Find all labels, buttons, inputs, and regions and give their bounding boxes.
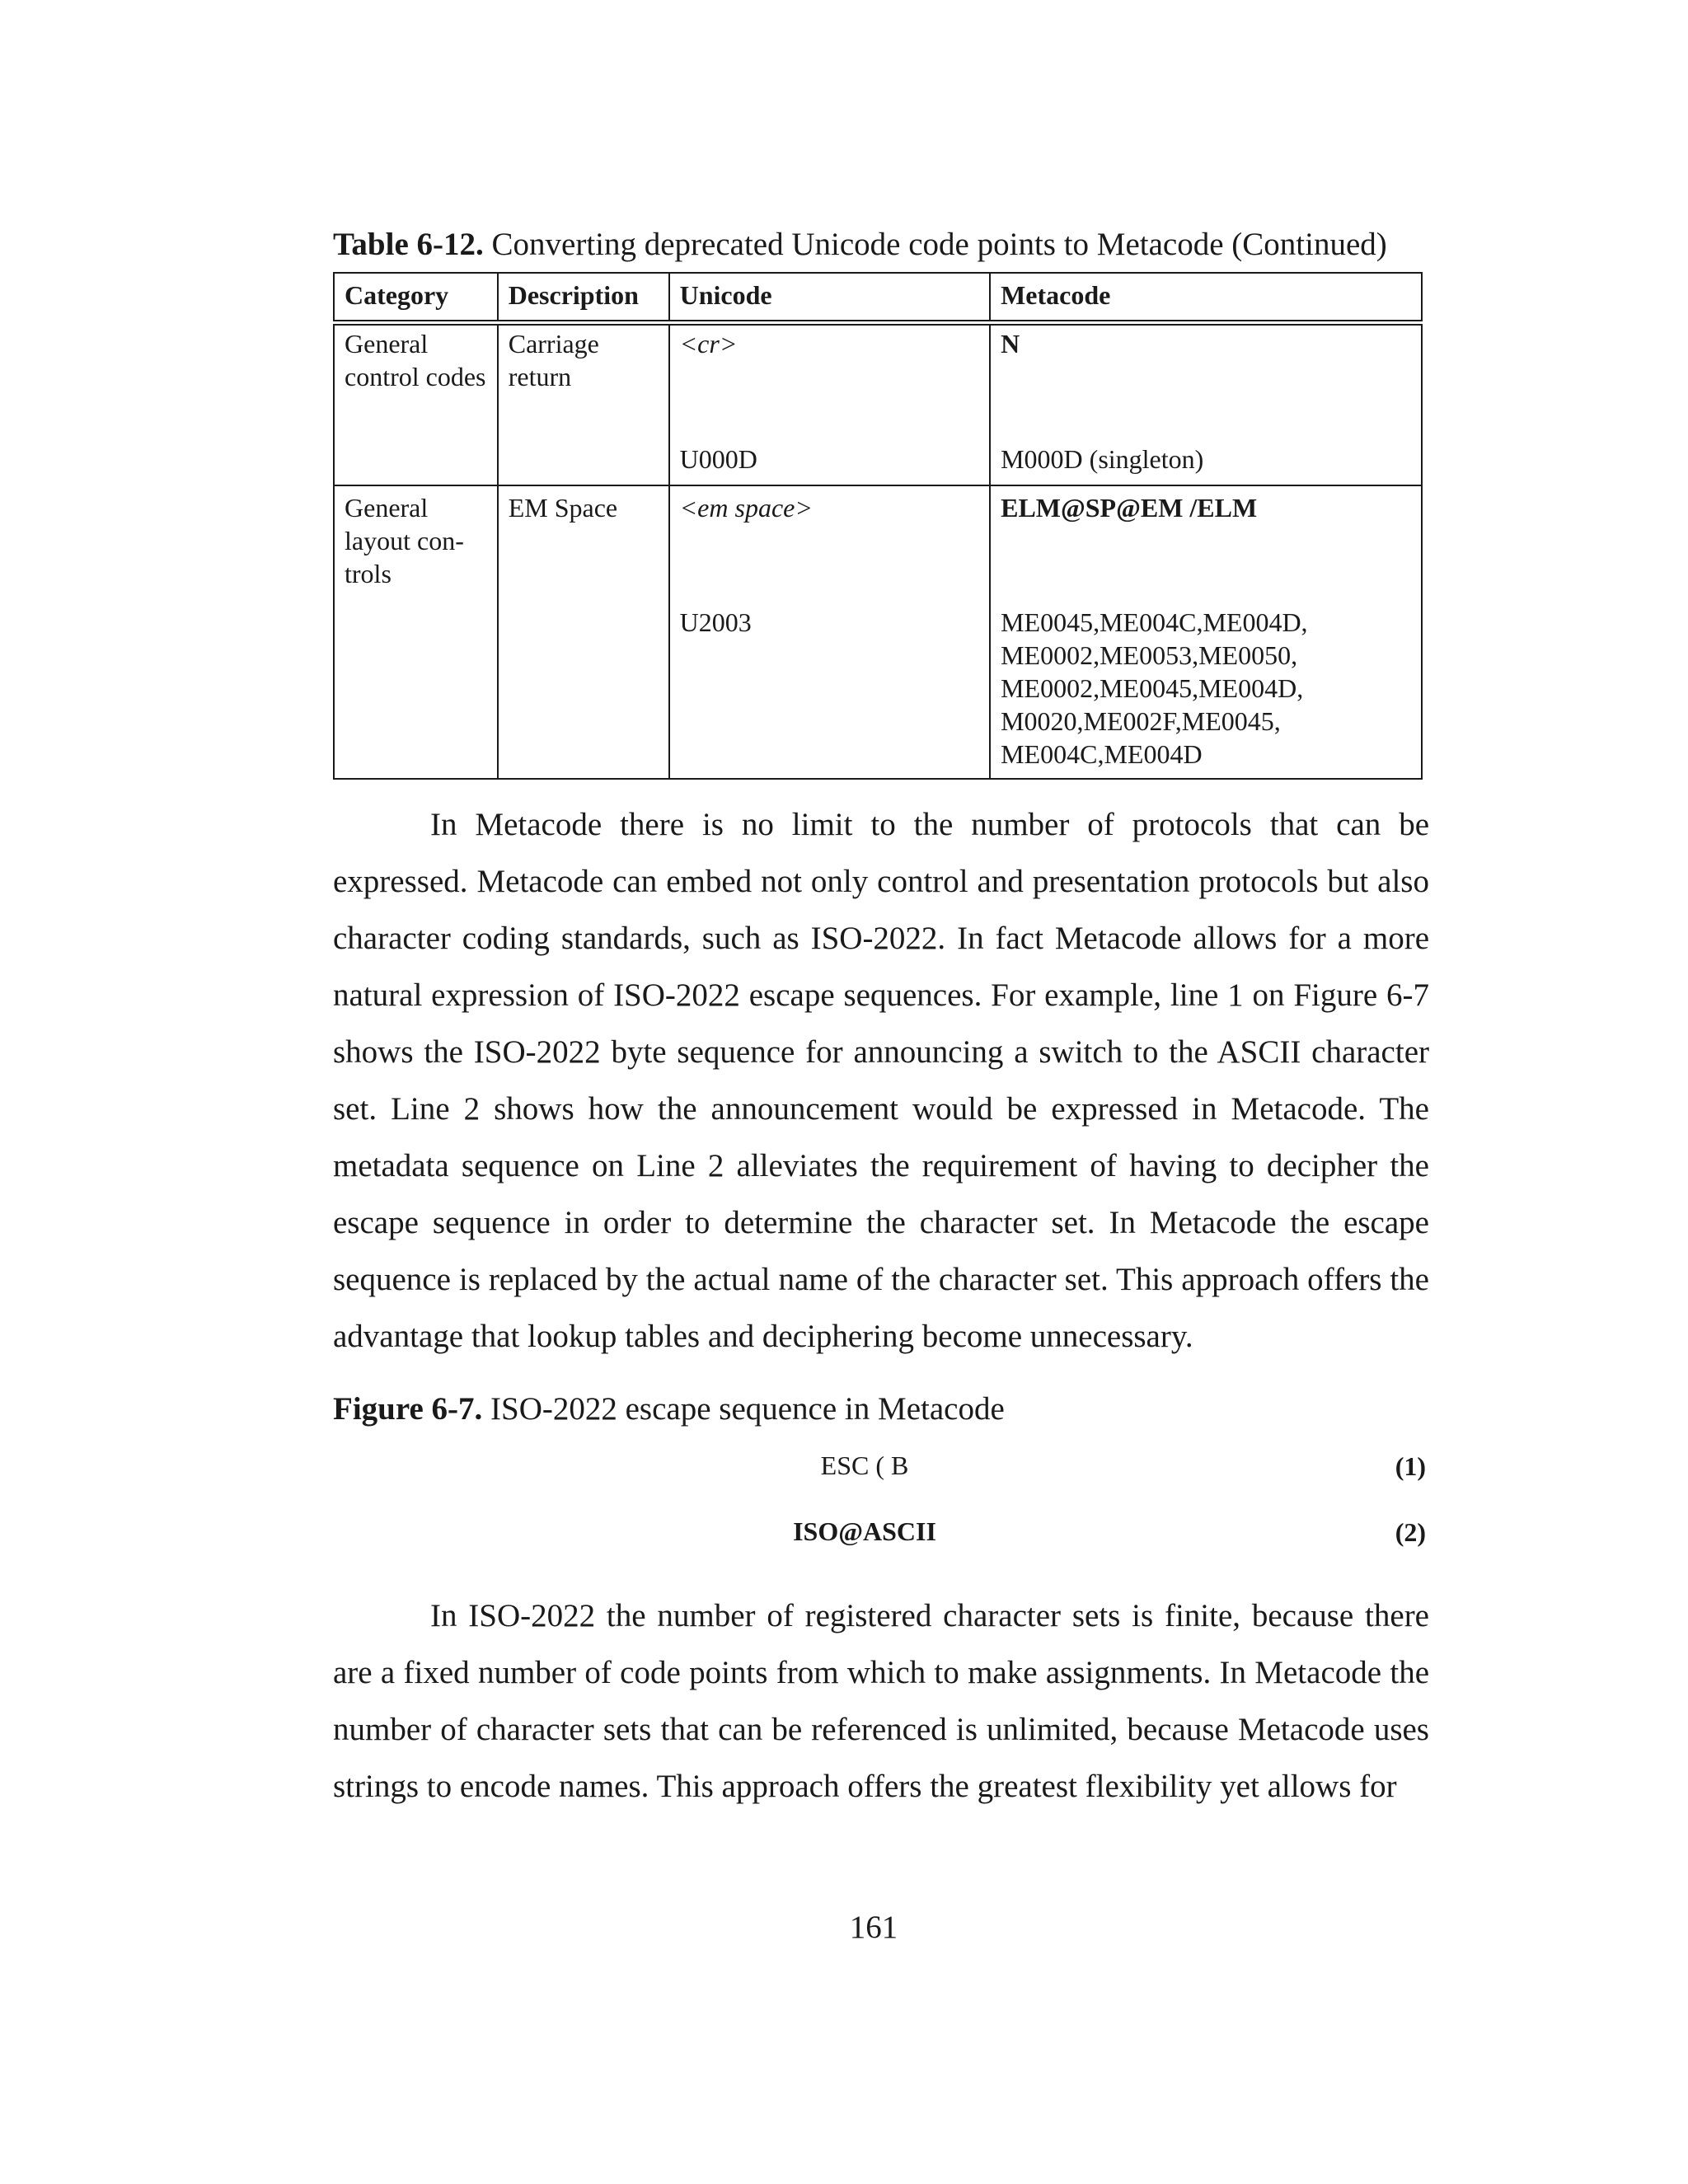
cell-unicode-glyph: <em space> <box>669 485 991 601</box>
header-category: Category <box>334 273 498 322</box>
paragraph-text: In ISO-2022 the number of registered character sets is finite, because there are a fixed number of code points from which to make assignments. In Metacode the number of character sets that can be referenced is unlimited, because Metacode uses strings to encode names. This approach offers the greatest flexibility yet allows for <box>333 1598 1429 1804</box>
table-caption-text: Converting deprecated Unicode code points to Metacode (Continued) <box>483 227 1387 262</box>
figure-line-2-number: (2) <box>1395 1517 1426 1547</box>
figure-caption-text: ISO-2022 escape sequence in Metacode <box>482 1391 1005 1427</box>
cell-metacode-code: ME0045,ME004C,ME004D, ME0002,ME0053,ME0050, ME0002,ME0045,ME004D, M0020,ME002F,ME0045, ME004C,ME004D <box>990 601 1422 779</box>
body-paragraph-1 <box>333 796 1429 1365</box>
figure-caption <box>333 1390 1005 1429</box>
table-row <box>334 485 1422 601</box>
header-unicode: Unicode <box>669 273 991 322</box>
body-paragraph-2 <box>333 1587 1429 1815</box>
cell-metacode-glyph: ELM@SP@EM /ELM <box>990 485 1422 601</box>
cell-metacode-glyph: N <box>990 322 1422 438</box>
header-metacode: Metacode <box>990 273 1422 322</box>
cell-unicode-code: U000D <box>669 438 991 485</box>
figure-caption-label: Figure 6-7. <box>333 1391 483 1427</box>
header-description: Description <box>498 273 669 322</box>
table-row <box>334 322 1422 438</box>
figure-line-2: ISO@ASCII <box>793 1516 936 1546</box>
table-caption-label: Table 6-12. <box>333 227 484 262</box>
conversion-table <box>333 272 1423 780</box>
table-caption <box>333 225 1387 265</box>
cell-metacode-code: M000D (singleton) <box>990 438 1422 485</box>
cell-description: Carriage return <box>498 322 669 485</box>
cell-category: General layout con- trols <box>334 485 498 779</box>
cell-description: EM Space <box>498 485 669 779</box>
figure-line-1-number: (1) <box>1395 1451 1426 1481</box>
cell-category: General control codes <box>334 322 498 485</box>
page-number: 161 <box>849 1910 898 1945</box>
cell-unicode-glyph: <cr> <box>669 322 991 438</box>
paragraph-text: In Metacode there is no limit to the number of protocols that can be expressed. Metacode can embed not only control and presentation protocols but also character coding standards, such as ISO-2022. In fact Metacode allows for a more natural expression of ISO-2022 escape sequences. For example, line 1 on Figure 6-7 shows the ISO-2022 byte sequence for announcing a switch to the ASCII character set. Line 2 shows how the announcement would be expressed in Metacode. The metadata sequence on Line 2 alleviates the requirement of having to decipher the escape sequence in order to determine the character set. In Metacode the escape sequence is replaced by the actual name of the character set. This approach offers the advantage that lookup tables and deciphering become unnecessary. <box>333 807 1429 1354</box>
table-header-row <box>334 273 1422 322</box>
cell-unicode-code: U2003 <box>669 601 991 779</box>
figure-line-1: ESC ( B <box>820 1451 909 1480</box>
